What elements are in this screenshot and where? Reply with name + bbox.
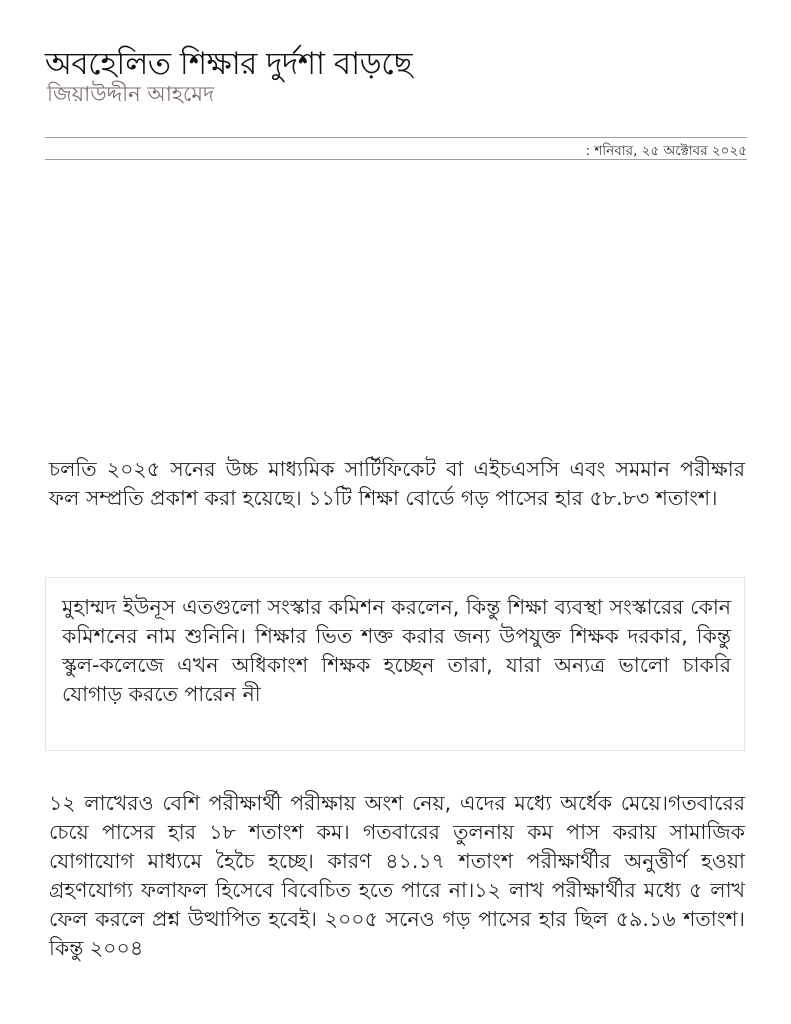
pull-quote-box [45, 577, 745, 751]
article-paragraph: চলতি ২০২৫ সনের উচ্চ মাধ্যমিক সার্টিফিকেট বা এইচএসসি এবং সমমান পরীক্ষার ফল সম্প্রতি প্রকাশ করা হয়েছে। ১১টি শিক্ষা বোর্ডে গড় পাসের হার ৫৮.৮৩ শতাংশ। [49, 457, 745, 510]
publish-date: : শনিবার, ২৫ অক্টোবর ২০২৫ [585, 143, 747, 159]
pull-quote-text: মুহাম্মদ ইউনূস এতগুলো সংস্কার কমিশন করলেন, কিন্তু শিক্ষা ব্যবস্থা সংস্কারের কোন কমিশনের নাম শুনিনি। শিক্ষার ভিত শক্ত করার জন্য উপযুক্ত শিক্ষক দরকার, কিন্তু স্কুল-কলেজে এখন অধিকাংশ শিক্ষক হচ্ছেন তারা, যারা অন্যত্র ভালো চাকরি যোগাড় করতে পারেন নী [62, 595, 731, 706]
featured-image-area [45, 170, 747, 440]
article-author[interactable]: জিয়াউদ্দীন আহমেদ [47, 82, 215, 106]
article-paragraph: ১২ লাখেরও বেশি পরীক্ষার্থী পরীক্ষায় অংশ নেয়, এদের মধ্যে অর্ধেক মেয়ে।গতবারের চেয়ে পাসের হার ১৮ শতাংশ কম। গতবারের তুলনায় কম পাস করায় সামাজিক যোগাযোগ মাধ্যমে হৈচৈ হচ্ছে। কারণ ৪১.১৭ শতাংশ পরীক্ষার্থীর অনুত্তীর্ণ হওয়া গ্রহণযোগ্য ফলাফল হিসেবে বিবেচিত হতে পারে না।১২ লাখ পরীক্ষার্থীর মধ্যে ৫ লাখ ফেল করলে প্রশ্ন উত্থাপিত হবেই। ২০০৫ সনেও গড় পাসের হার ছিল ৫৯.১৬ শতাংশ। কিন্তু ২০০৪ [49, 791, 745, 960]
date-bar [45, 137, 747, 160]
article-headline: অবহেলিত শিক্ষার দুর্দশা বাড়ছে [45, 46, 413, 82]
